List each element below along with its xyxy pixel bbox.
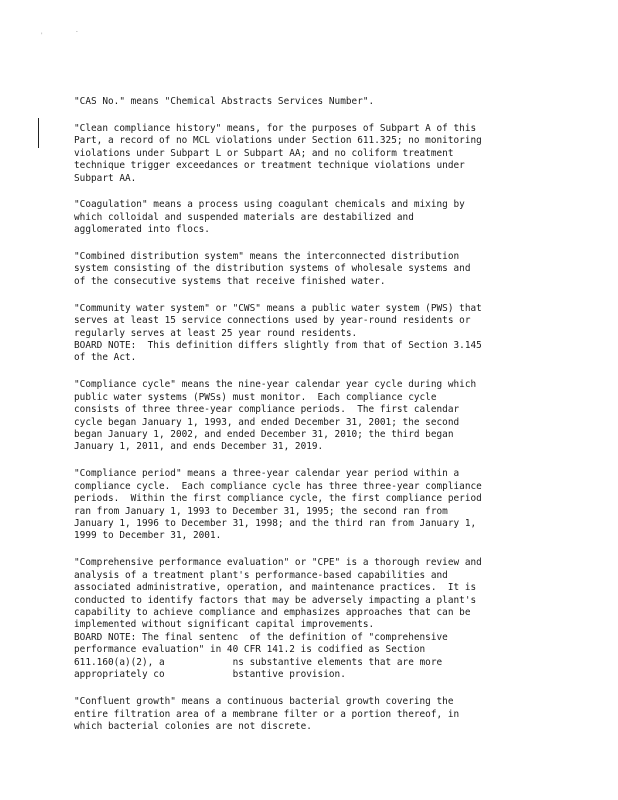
text-line: technique trigger exceedances or treatment technique violations under <box>74 160 465 172</box>
text-line: of the consecutive systems that receive finished water. <box>74 275 386 287</box>
text-line: began January 1, 2002, and ended December 31, 2010; the third began <box>74 429 454 440</box>
text-line: implemented without significant capital improvements. <box>74 619 375 631</box>
revision-bar <box>38 118 39 148</box>
text-line: regularly serves at least 25 year round residents. <box>74 327 358 339</box>
text-line: "Compliance cycle" means the nine-year calendar year cycle during which <box>74 379 477 391</box>
definitions-text <box>74 96 544 748</box>
page-mark: ' <box>40 32 44 39</box>
text-line: January 1, 1996 to December 31, 1998; and the third ran from January 1, <box>74 518 477 530</box>
text-line: violations under Subpart L or Subpart AA; and no coliform treatment <box>74 147 454 159</box>
text-line: appropriately co bstantive provision. <box>74 669 346 681</box>
text-line: agglomerated into flocs. <box>74 224 210 236</box>
text-line: 1999 to December 31, 2001. <box>74 530 222 542</box>
text-line: "Compliance period" means a three-year calendar year period within a <box>74 468 460 480</box>
text-line: compliance cycle. Each compliance cycle has three three-year compliance <box>74 480 482 492</box>
definition-combined-distribution-system <box>74 251 544 288</box>
definition-compliance-period <box>74 468 544 543</box>
text-line: "Confluent growth" means a continuous bacterial growth covering the <box>74 696 454 708</box>
definition-confluent-growth <box>74 696 544 733</box>
text-line: capability to achieve compliance and emphasizes approaches that can be <box>74 607 471 619</box>
text-line: cycle began January 1, 1993, and ended December 31, 2001; the second <box>74 416 460 428</box>
text-line: "Community water system" or "CWS" means a public water system (PWS) that <box>74 302 482 314</box>
text-line: conducted to identify factors that may be adversely impacting a plant's <box>74 594 477 606</box>
text-line: ran from January 1, 1993 to December 31, 1995; the second ran from <box>74 505 448 517</box>
text-line: "CAS No." means "Chemical Abstracts Services Number". <box>74 96 375 107</box>
definition-cas-no <box>74 96 544 108</box>
text-line: which bacterial colonies are not discrete. <box>74 720 312 732</box>
text-line: BOARD NOTE: The final sentenc of the definition of "comprehensive <box>74 631 448 643</box>
text-line: analysis of a treatment plant's performance-based capabilities and <box>74 569 448 581</box>
definition-clean-compliance-history <box>74 123 544 185</box>
text-line: associated administrative, operation, and maintenance practices. It is <box>74 582 477 594</box>
text-line: which colloidal and suspended materials are destabilized and <box>74 211 414 223</box>
text-line: system consisting of the distribution systems of wholesale systems and <box>74 263 471 275</box>
text-line: January 1, 2011, and ends December 31, 2019. <box>74 441 324 453</box>
text-line: of the Act. <box>74 352 137 364</box>
text-line: Subpart AA. <box>74 172 137 184</box>
definition-comprehensive-performance-evaluation <box>74 557 544 682</box>
text-line: periods. Within the first compliance cycle, the first compliance period <box>74 493 482 505</box>
definition-coagulation <box>74 199 544 236</box>
text-line: 611.160(a)(2), a ns substantive elements that are more <box>74 656 443 668</box>
text-line: serves at least 15 service connections used by year-round residents or <box>74 315 471 327</box>
text-line: performance evaluation" in 40 CFR 141.2 is codified as Section <box>74 644 426 656</box>
text-line: Part, a record of no MCL violations under Section 611.325; no monitoring <box>74 135 482 147</box>
text-line: consists of three three-year compliance periods. The first calendar <box>74 404 460 416</box>
text-line: public water systems (PWSs) must monitor. Each compliance cycle <box>74 391 437 403</box>
page-mark: - <box>75 28 79 35</box>
definition-compliance-cycle <box>74 379 544 454</box>
text-line: entire filtration area of a membrane filter or a portion thereof, in <box>74 708 460 720</box>
definition-community-water-system <box>74 303 544 365</box>
text-line: "Coagulation" means a process using coagulant chemicals and mixing by <box>74 199 465 211</box>
text-line: "Combined distribution system" means the interconnected distribution <box>74 250 460 262</box>
text-line: "Clean compliance history" means, for the purposes of Subpart A of this <box>74 122 477 134</box>
text-line: BOARD NOTE: This definition differs slightly from that of Section 3.145 <box>74 339 482 351</box>
text-line: "Comprehensive performance evaluation" or "CPE" is a thorough review and <box>74 557 482 569</box>
